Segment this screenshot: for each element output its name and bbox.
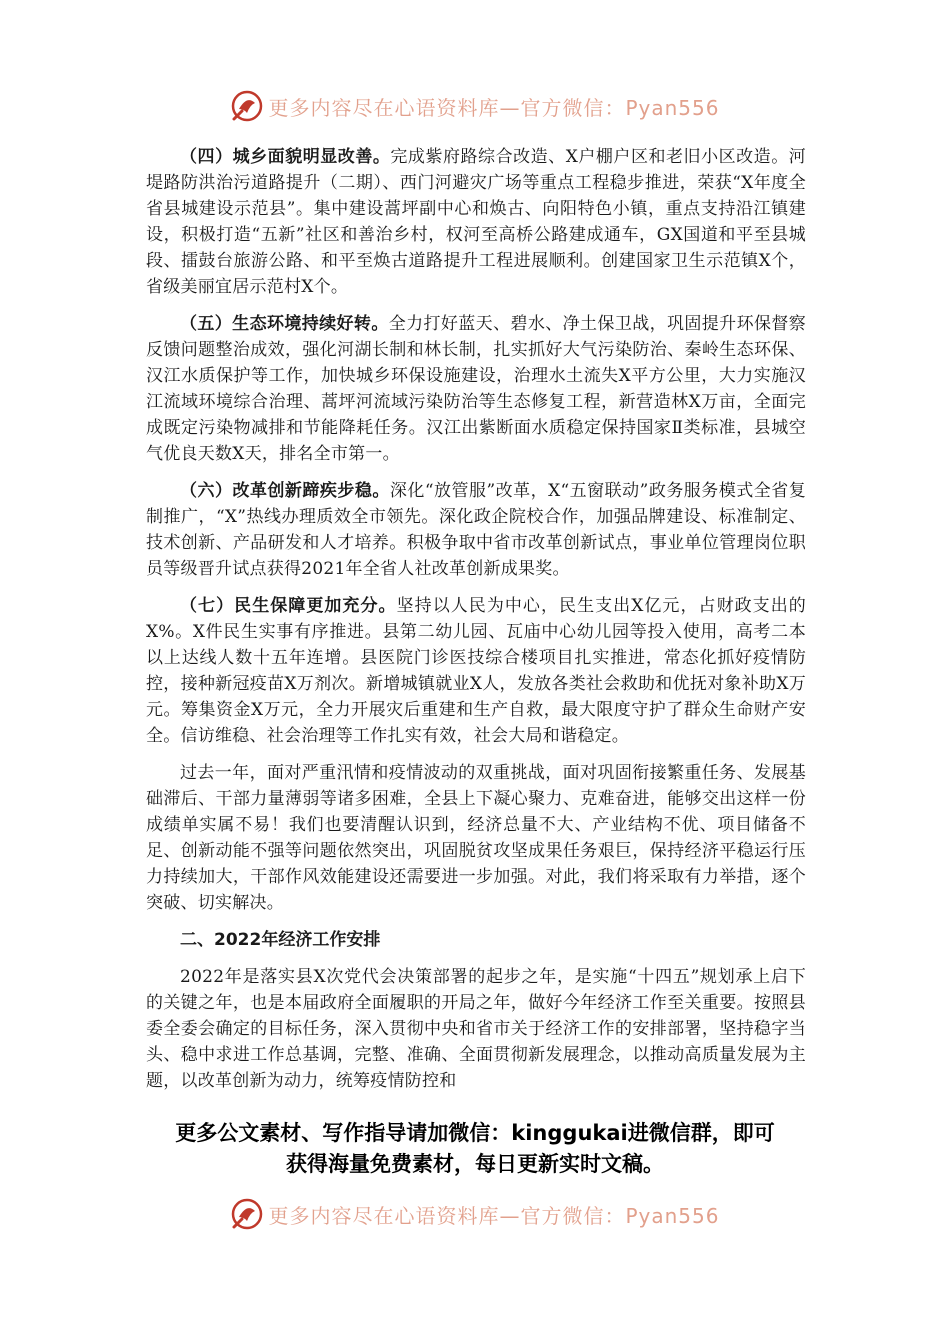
promo-line-1: 更多公文素材、写作指导请加微信：kinggukai进微信群，即可 bbox=[175, 1121, 775, 1145]
watermark-text: 更多内容尽在心语资料库—官方微信：Pyan556 bbox=[268, 1203, 720, 1228]
promo-line-2: 获得海量免费素材，每日更新实时文稿。 bbox=[286, 1152, 664, 1176]
logo-icon bbox=[230, 89, 264, 123]
paragraph-text: 深化“放管服”改革，X“五窗联动”政务服务模式全省复制推广，“X”热线办理质效全市领先。深化政企院校合作，加强品牌建设、标准制定、技术创新、产品研发和人才培养。积极争取中省市改革创新试点，事业单位管理岗位职员等级晋升试点获得2021年全省人社改革创新成果奖。 bbox=[146, 481, 806, 579]
paragraph-lead: （六）改革创新蹄疾步稳。 bbox=[180, 481, 390, 501]
paragraph-lead: （五）生态环境持续好转。 bbox=[180, 314, 389, 334]
section-heading: 二、2022年经济工作安排 bbox=[180, 930, 381, 950]
paragraph-livelihood bbox=[146, 593, 806, 749]
paragraph-reform bbox=[146, 478, 806, 582]
document-body bbox=[146, 144, 806, 1105]
paragraph-lead: （七）民生保障更加充分。 bbox=[180, 596, 397, 616]
paragraph-urban-rural bbox=[146, 144, 806, 300]
watermark-text: 更多内容尽在心语资料库—官方微信：Pyan556 bbox=[268, 95, 720, 120]
paragraph-lead: （四）城乡面貌明显改善。 bbox=[180, 147, 391, 167]
footer-watermark bbox=[0, 1196, 950, 1232]
paragraph-ecology bbox=[146, 311, 806, 467]
header-watermark bbox=[0, 88, 950, 124]
paragraph-text: 过去一年，面对严重汛情和疫情波动的双重挑战，面对巩固衔接繁重任务、发展基础滞后、干部力量薄弱等诸多困难，全县上下凝心聚力、克难奋进，能够交出这样一份成绩单实属不易！我们也要清醒认识到，经济总量不大、产业结构不优、项目储备不足、创新动能不强等问题依然突出，巩固脱贫攻坚成果任务艰巨，保持经济平稳运行压力持续加大，干部作风效能建设还需要进一步加强。对此，我们将采取有力举措，逐个突破、切实解决。 bbox=[146, 763, 806, 913]
logo-icon bbox=[230, 1197, 264, 1231]
paragraph-text: 完成紫府路综合改造、X户棚户区和老旧小区改造。河堤路防洪治污道路提升（二期）、西门河避灾广场等重点工程稳步推进，荣获“X年度全省县城建设示范县”。集中建设蒿坪副中心和焕古、向阳特色小镇，重点支持沿江镇建设，积极打造“五新”社区和善治乡村，权河至高桥公路建成通车，GX国道和平至县城段、擂鼓台旅游公路、和平至焕古道路提升工程进展顺利。创建国家卫生示范镇X个，省级美丽宜居示范村X个。 bbox=[146, 147, 806, 297]
paragraph-text: 坚持以人民为中心，民生支出X亿元，占财政支出的X%。X件民生实事有序推进。县第二幼儿园、瓦庙中心幼儿园等投入使用，高考二本以上达线人数十五年连增。县医院门诊医技综合楼项目扎实推进，常态化抓好疫情防控，接种新冠疫苗X万剂次。新增城镇就业X人，发放各类社会救助和优抚对象补助X万元。筹集资金X万元，全力开展灾后重建和生产自救，最大限度守护了群众生命财产安全。信访维稳、社会治理等工作扎实有效，社会大局和谐稳定。 bbox=[146, 596, 807, 746]
paragraph-summary bbox=[146, 760, 806, 916]
paragraph-text: 全力打好蓝天、碧水、净土保卫战，巩固提升环保督察反馈问题整治成效，强化河湖长制和林长制，扎实抓好大气污染防治、秦岭生态环保、汉江水质保护等工作，加快城乡环保设施建设，治理水土流失X平方公里，大力实施汉江流域环境综合治理、蒿坪河流域污染防治等生态修复工程，新营造林X万亩，全面完成既定污染物减排和节能降耗任务。汉江出紫断面水质稳定保持国家Ⅱ类标准，县城空气优良天数X天，排名全市第一。 bbox=[146, 314, 807, 464]
promo-banner bbox=[100, 1118, 850, 1180]
paragraph-plan-2022: 2022年是落实县X次党代会决策部署的起步之年，是实施“十四五”规划承上启下的关键之年，也是本届政府全面履职的开局之年，做好今年经济工作至关重要。按照县委全委会确定的目标任务，深入贯彻中央和省市关于经济工作的安排部署，坚持稳字当头、稳中求进工作总基调，完整、准确、全面贯彻新发展理念，以推动高质量发展为主题，以改革创新为动力，统筹疫情防控和 bbox=[146, 967, 806, 1091]
